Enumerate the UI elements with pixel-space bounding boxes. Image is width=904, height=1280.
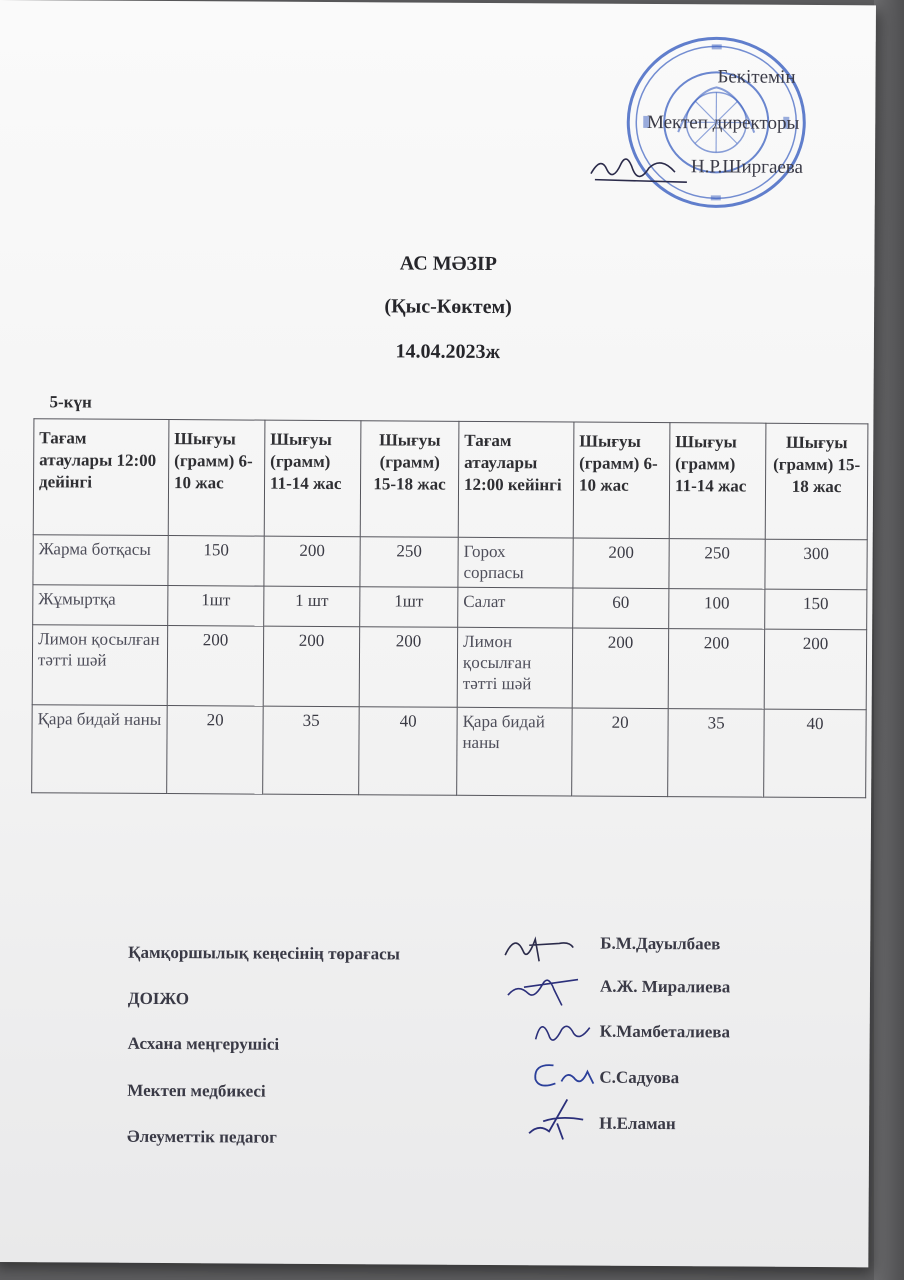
signer-name: К.Мамбеталиева: [599, 1021, 731, 1042]
table-row: [32, 705, 867, 798]
table-cell: 200: [572, 628, 668, 709]
day-label: 5-күн: [49, 392, 92, 412]
approval-line-director: Н.Р.Ширгаева: [690, 156, 804, 178]
table-cell: 250: [360, 537, 458, 588]
signature-icon: [527, 1053, 601, 1093]
column-header: Шығуы (грамм) 15-18 жас: [360, 421, 459, 538]
table-cell: Салат: [458, 587, 573, 628]
column-header: Шығуы (грамм) 15-18 жас: [765, 423, 868, 540]
table-cell: 200: [263, 626, 359, 707]
table-cell: 35: [668, 709, 765, 798]
table-cell: 1 шт: [264, 586, 360, 627]
menu-table: [31, 418, 868, 798]
table-cell: Лимон қосылған тәтті шәй: [32, 625, 167, 706]
signer-name: Н.Еламан: [599, 1113, 676, 1134]
column-header: Шығуы (грамм) 6-10 жас: [168, 420, 265, 537]
table-cell: Жұмыртқа: [33, 585, 168, 626]
column-header: Шығуы (грамм) 11-14 жас: [669, 423, 766, 540]
signer-role: Әлеуметтік педагог: [127, 1126, 277, 1147]
table-cell: 200: [573, 538, 669, 589]
menu-date: 14.04.2023ж: [395, 340, 501, 364]
column-header: Тағам атаулары 12:00 кейінгі: [458, 421, 574, 538]
table-cell: 150: [168, 536, 264, 587]
table-cell: 1шт: [360, 587, 458, 628]
table-cell: 35: [263, 706, 360, 795]
signer-name: Б.М.Дауылбаев: [600, 933, 721, 954]
table-cell: Лимон қосылған тәтті шәй: [457, 627, 572, 708]
signature-icon: [519, 1093, 591, 1143]
table-cell: 250: [669, 539, 765, 590]
table-cell: Горох сорпасы: [458, 537, 573, 588]
table-cell: 40: [764, 709, 867, 798]
signature-icon: [532, 1009, 596, 1049]
signer-role: Қамқоршылық кеңесінің төрағасы: [128, 942, 401, 964]
signature-icon: [504, 965, 586, 1010]
signer-name: С.Садуова: [599, 1067, 680, 1088]
table-cell: 60: [573, 588, 669, 629]
table-cell: 300: [765, 539, 867, 590]
table-cell: 200: [264, 536, 360, 587]
page-title: АС МӘЗІР: [399, 252, 498, 276]
column-header: Тағам атаулары 12:00 дейінгі: [33, 419, 169, 536]
season-subtitle: (Қыс-Көктем): [384, 295, 512, 319]
column-header: Шығуы (грамм) 6-10 жас: [573, 422, 670, 539]
table-cell: 20: [167, 706, 264, 795]
approval-line-position: Мектеп директоры: [646, 111, 800, 134]
column-header: Шығуы (грамм) 11-14 жас: [264, 420, 361, 537]
background-surface: [874, 0, 904, 1280]
table-cell: 200: [764, 629, 866, 710]
table-header-row: [33, 419, 868, 540]
table-row: [32, 625, 866, 710]
table-cell: 200: [167, 626, 263, 707]
table-cell: Жарма ботқасы: [33, 535, 168, 586]
table-row: [33, 535, 867, 590]
table-cell: 40: [359, 707, 458, 796]
table-cell: 1шт: [168, 586, 264, 627]
director-signature-icon: [587, 146, 697, 193]
table-cell: 200: [359, 627, 457, 708]
signer-role: Мектеп медбикесі: [127, 1080, 266, 1101]
table-cell: 200: [668, 629, 764, 710]
table-cell: 20: [572, 708, 669, 797]
table-cell: Қара бидай наны: [32, 705, 168, 794]
table-cell: 150: [765, 589, 867, 630]
signer-role: ДОІЖО: [127, 988, 190, 1009]
table-row: [33, 585, 867, 630]
signer-role: Асхана меңгерушісі: [127, 1033, 280, 1054]
approval-line-approve: Бекітемін: [717, 66, 796, 88]
table-cell: Қара бидай наны: [457, 707, 573, 796]
table-cell: 100: [669, 589, 765, 630]
signer-name: А.Ж. Миралиева: [599, 976, 731, 997]
